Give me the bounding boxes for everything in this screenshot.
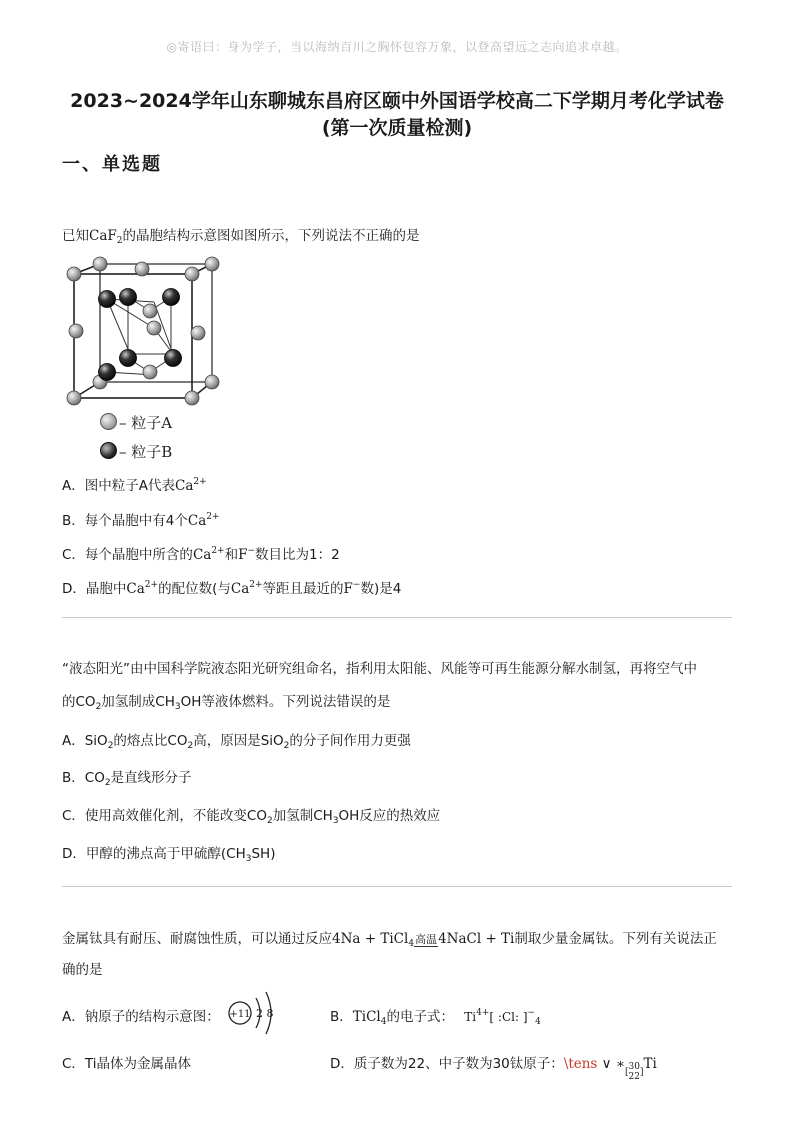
q3-stem-line-1: 金属钛具有耐压、耐腐蚀性质，可以通过反应4Na + TiCl$_4$高温4NaCl + Ti制取少量金属钛。下列有关说法正 (62, 931, 717, 949)
q2-option-d[interactable]: D．甲醇的沸点高于甲硫醇$(CH_3SH)$ (62, 846, 276, 864)
q2-option-b[interactable]: B．$CO_2$是直线形分子 (62, 770, 192, 788)
particle-b-atoms (99, 289, 182, 382)
q3-option-d[interactable]: D．质子数为22、中子数为30钛原子：\tens ∨ ∗[30 22]Ti (330, 1056, 657, 1082)
title-line-2: (第一次质量检测) (321, 117, 473, 139)
page-title (0, 88, 794, 142)
q2-option-a[interactable]: A．SiO$_2$的熔点比$CO_2$高，原因是SiO$_2$的分子间作用力更强 (62, 733, 411, 751)
q2-option-c[interactable]: C．使用高效催化剂，不能改变$CO_2$加氢制$CH_3OH$反应的热效应 (62, 808, 441, 826)
electron-shells: 2 8 (256, 1007, 274, 1020)
q1-option-b[interactable]: B．每个晶胞中有4个$Ca^{2+}$ (62, 512, 220, 529)
q1-stem: 已知CaF$_2$的晶胞结构示意图如图所示，下列说法不正确的是 (62, 228, 420, 246)
q1-option-d[interactable]: D．晶胞中$Ca^{2+}$的配位数(与$Ca^{2+}$等距且最近的F−数)是4 (62, 580, 402, 597)
electron-formula: $Ti^{4+}$[ :Cl: ]$^-_4$ (464, 1008, 541, 1027)
q2-stem-line-1: “液态阳光”由中国科学院液态阳光研究组命名，指利用太阳能、风能等可再生能源分解水制氢，再将空气中 (62, 661, 697, 677)
particle-a-atoms (67, 257, 219, 405)
motto: ◎寄语曰：身为学子，当以海纳百川之胸怀包容万象，以登高望远之志向追求卓越。 (166, 40, 628, 54)
q2-stem-line-2: 的$CO_2$加氢制成$CH_3OH$等液体燃料。下列说法错误的是 (62, 694, 391, 712)
crystal-cell-figure (62, 252, 232, 412)
legend-particle-b: – 粒子B (100, 441, 172, 462)
particle-b-icon (100, 442, 117, 459)
q3-option-a[interactable]: A．钠原子的结构示意图： (62, 1009, 220, 1025)
sodium-atom-diagram (226, 990, 286, 1036)
legend-particle-a: – 粒子A (100, 412, 172, 433)
q1-option-c[interactable]: C．每个晶胞中所含的$Ca^{2+}$和F−数目比为1：2 (62, 546, 340, 563)
reaction-condition: 高温 (415, 933, 438, 946)
divider (62, 617, 732, 618)
q3-stem-line-2: 确的是 (62, 962, 103, 978)
q3-option-c[interactable]: C．Ti晶体为金属晶体 (62, 1056, 192, 1072)
section-heading: 一、单选题 (62, 154, 162, 175)
q3-option-b[interactable]: B．TiCl$_4$的电子式： $Ti^{4+}$[ :Cl: ]$^-_4$ (330, 1008, 541, 1027)
title-line-1: 2023~2024学年山东聊城东昌府区颐中外国语学校高二下学期月考化学试卷 (70, 90, 724, 112)
nuclide-numbers: [30 22] (625, 1061, 644, 1082)
divider (62, 886, 732, 887)
q1-option-a[interactable]: A．图中粒子A代表$Ca^{2+}$ (62, 477, 207, 494)
particle-a-icon (100, 413, 117, 430)
nucleus-charge: +11 (229, 1009, 251, 1020)
